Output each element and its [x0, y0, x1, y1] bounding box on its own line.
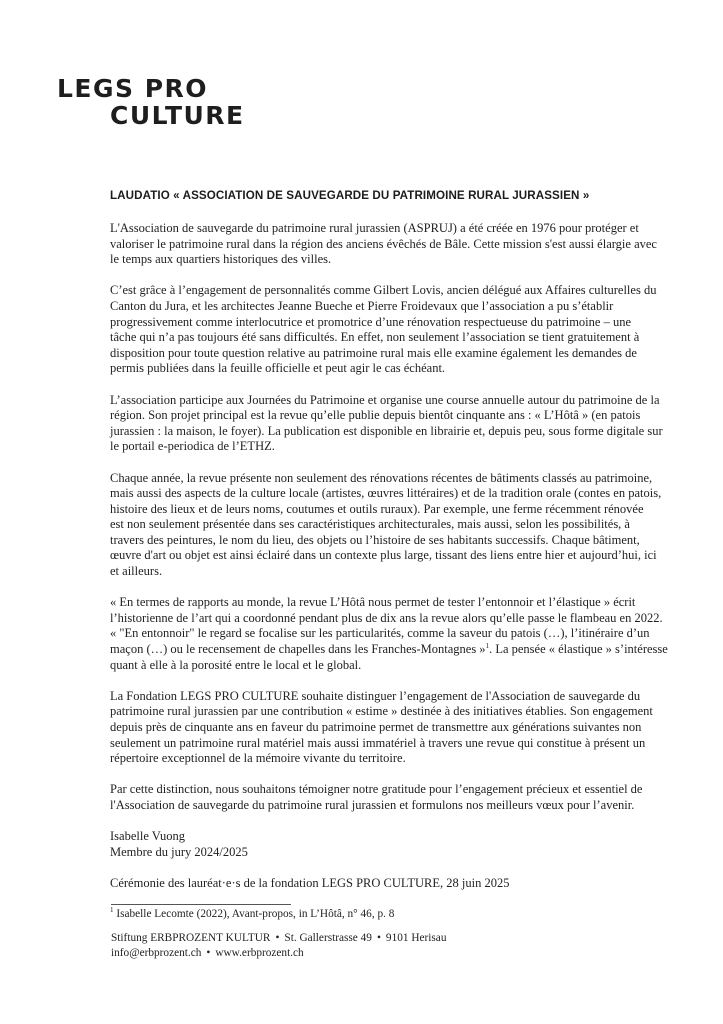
- logo-line-1: LEGS PRO: [57, 74, 209, 103]
- separator-dot: •: [206, 947, 211, 959]
- text-line: histoire des lieux et de leurs noms, coutumes et outils ruraux). Par exemple, une ferme récemment rénovée: [110, 501, 644, 516]
- text-line: l'Association de sauvegarde du patrimoine rural jurassien et formulons nos meilleurs vœux pour l’avenir.: [110, 797, 635, 812]
- signature-name: Isabelle Vuong: [110, 829, 186, 844]
- text-line: œuvre d'art ou objet est ainsi éclairé dans un contexte plus large, tissant des liens entre hier et aujourd’hui, ici: [110, 548, 657, 563]
- paragraph-4: [110, 471, 680, 580]
- text-line: répertoire exceptionnel de la mémoire vivante du territoire.: [110, 751, 406, 766]
- logo-line-2: CULTURE: [110, 101, 245, 130]
- footer-address: [111, 931, 446, 961]
- text-line: et ailleurs.: [110, 564, 163, 579]
- text-line: patrimoine rural jurassien par une contribution « estime » destinée à des initiatives établies. Son engagement: [110, 704, 653, 719]
- footnote-reference[interactable]: 1: [485, 642, 490, 651]
- separator-dot: •: [376, 932, 381, 944]
- document-heading: LAUDATIO « ASSOCIATION DE SAUVEGARDE DU PATRIMOINE RURAL JURASSIEN »: [110, 189, 590, 202]
- signature-role: Membre du jury 2024/2025: [110, 844, 248, 859]
- footnote: [110, 907, 680, 923]
- text-line: jurassien : la maison, le foyer). La publication est disponible en librairie et, depuis peu, sous forme digitale sur: [110, 423, 663, 438]
- ceremony-line: [110, 876, 680, 892]
- text-line: Chaque année, la revue présente non seulement des rénovations récentes de bâtiments classés au patrimoine,: [110, 470, 653, 485]
- text-line: disposition pour toute question relative au patrimoine rural mais elle examine également les demandes de: [110, 345, 637, 360]
- text-line: La Fondation LEGS PRO CULTURE souhaite distinguer l’engagement de l'Association de sauvegarde du: [110, 688, 641, 703]
- footnote-number: 1: [110, 906, 114, 915]
- text-line: travers des peintures, le nom du lieu, des objets ou l’histoire de ses habitants successifs. Chaque bâtiment,: [110, 532, 640, 547]
- paragraph-5-quote: [110, 595, 680, 673]
- footer-city: 9101 Herisau: [385, 932, 447, 944]
- text-line: progressivement comme interlocutrice et promotrice d’une rénovation respectueuse du patrimoine – une: [110, 314, 631, 329]
- footer-divider: [111, 904, 291, 905]
- ceremony-text: Cérémonie des lauréat·e·s de la fondation LEGS PRO CULTURE, 28 juin 2025: [110, 875, 510, 890]
- footer-website-link[interactable]: www.erbprozent.ch: [215, 947, 304, 959]
- paragraph-2: [110, 283, 680, 377]
- text-line: le portail e-periodica de l’ETHZ.: [110, 439, 275, 454]
- text-line: est non seulement présentée dans ses caractéristiques architecturales, mais aussi, selon les possibilités, à: [110, 517, 630, 532]
- footer-street: St. Gallerstrasse 49: [284, 932, 372, 944]
- text-line: mais aussi des aspects de la culture locale (artistes, œuvres littéraires) et de la tradition orale (contes en patois,: [110, 486, 662, 501]
- text-line: seulement un patrimoine rural matériel mais aussi immatériel à travers une revue qui constitue à présent un: [110, 735, 646, 750]
- text-fragment: maçon (…) ou le recensement de chapelles dans les Franches-Montagnes »: [110, 642, 486, 657]
- text-line: « En termes de rapports au monde, la revue L’Hôtâ nous permet de tester l’entonnoir et l’élastique » écrit: [110, 595, 636, 610]
- document-body: [110, 221, 680, 923]
- separator-dot: •: [275, 932, 280, 944]
- text-line: le temps aux quartiers historiques des villes.: [110, 252, 332, 267]
- footer-line-1: [111, 931, 446, 946]
- text-line: région. Son projet principal est la revue qu’elle publie depuis bientôt cinquante ans : « L’Hôtâ » (en patois: [110, 408, 641, 423]
- paragraph-7: [110, 782, 680, 813]
- text-line: Canton du Jura, et les architectes Jeanne Bueche et Pierre Froidevaux que l’association a pu s’établir: [110, 298, 614, 313]
- text-line: quant à elle à la porosité entre le local et le global.: [110, 657, 362, 672]
- footnote-line: [110, 907, 680, 923]
- text-line: [110, 642, 680, 658]
- footnote-text: Isabelle Lecomte (2022), Avant-propos, in L’Hôtâ, n° 46, p. 8: [116, 908, 395, 921]
- text-line: L’association participe aux Journées du Patrimoine et organise une course annuelle autour du patrimoine de la: [110, 392, 660, 407]
- text-line: Par cette distinction, nous souhaitons témoigner notre gratitude pour l’engagement précieux et essentiel de: [110, 782, 643, 797]
- paragraph-1: [110, 221, 680, 268]
- text-line: permis publiées dans la feuille officielle et peut agir le cas échéant.: [110, 361, 446, 376]
- footer-org: Stiftung ERBPROZENT KULTUR: [111, 932, 271, 944]
- footer-email-link[interactable]: info@erbprozent.ch: [111, 947, 202, 959]
- text-line: L'Association de sauvegarde du patrimoine rural jurassien (ASPRUJ) a été créée en 1976 pour protéger et: [110, 221, 639, 235]
- text-line: C’est grâce à l’engagement de personnalités comme Gilbert Lovis, ancien délégué aux Affaires culturelles du: [110, 283, 657, 298]
- footer-line-2: [111, 946, 446, 961]
- text-line: depuis près de cinquante ans en faveur du patrimoine permet de transmettre aux générations suivantes non: [110, 720, 642, 734]
- paragraph-6: [110, 689, 680, 767]
- logo-legs-pro-culture: [57, 75, 245, 129]
- text-line: « "En entonnoir" le regard se focalise sur les particularités, comme la saveur du patois (…), l’itinéraire d’un: [110, 626, 650, 641]
- text-line: l’historienne de l’art qui a coordonné pendant plus de dix ans la revue alors qu’elle passe le flambeau en 2022.: [110, 610, 663, 625]
- signature-block: [110, 829, 680, 860]
- text-line: valoriser le patrimoine rural dans la région des anciens évêchés de Bâle. Cette mission s'est aussi élargie avec: [110, 236, 657, 251]
- text-line: tâche qui n’a pas toujours été sans difficultés. En effet, non seulement l’association se tient gratuitement à: [110, 330, 640, 345]
- text-fragment: . La pensée « élastique » s’intéresse: [489, 642, 668, 657]
- paragraph-3: [110, 393, 680, 455]
